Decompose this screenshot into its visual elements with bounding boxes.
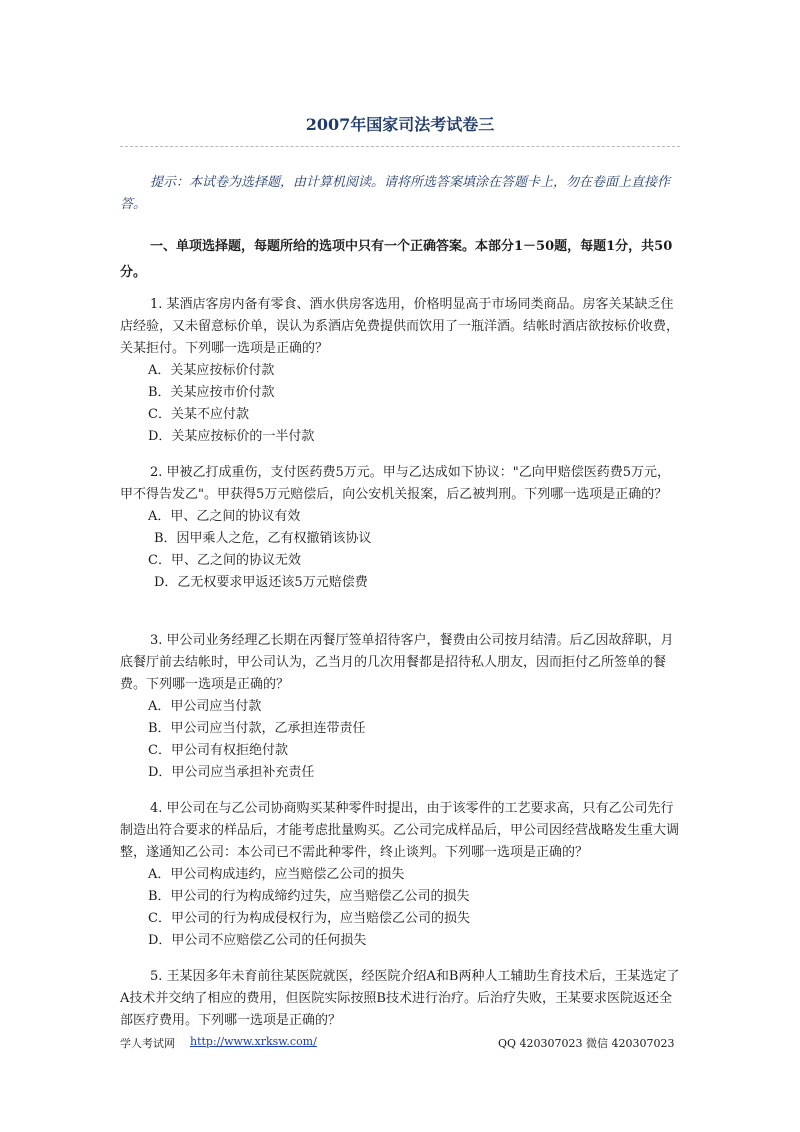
option-a: A．甲、乙之间的协议有效 bbox=[148, 509, 301, 524]
question-stem: 2. 甲被乙打成重伤，支付医药费5万元。甲与乙达成如下协议："乙向甲赔偿医药费5万元，甲不得告发乙"。甲获得5万元赔偿后，向公安机关报案，后乙被判刑。下列哪一选项是正确的？ bbox=[120, 465, 671, 502]
footer-contact: QQ 420307023 微信 420307023 bbox=[498, 1037, 675, 1050]
option-d: D．甲公司不应赔偿乙公司的任何损失 bbox=[148, 933, 367, 948]
option-b: B．因甲乘人之危，乙有权撤销该协议 bbox=[154, 531, 372, 546]
option-a: A．关某应按标价付款 bbox=[148, 363, 275, 378]
option-d: D．关某应按标价的一半付款 bbox=[148, 429, 315, 444]
option-a: A．甲公司应当付款 bbox=[148, 699, 262, 714]
footer-site-name: 学人考试网 bbox=[120, 1037, 175, 1050]
section-heading: 一、单项选择题，每题所给的选项中只有一个正确答案。本部分1－50题，每题1分，共50分。 bbox=[120, 239, 673, 280]
option-c: C．甲公司的行为构成侵权行为，应当赔偿乙公司的损失 bbox=[148, 911, 470, 926]
option-c: C．甲、乙之间的协议无效 bbox=[148, 553, 301, 568]
option-b: B．甲公司应当付款，乙承担连带责任 bbox=[148, 721, 366, 736]
question-4 bbox=[120, 798, 680, 952]
option-c: C．甲公司有权拒绝付款 bbox=[148, 743, 288, 758]
option-b: B．关某应按市价付款 bbox=[148, 385, 275, 400]
option-c: C．关某不应付款 bbox=[148, 407, 249, 422]
document-title: 2007年国家司法考试卷三 bbox=[305, 115, 495, 134]
option-d: D．甲公司应当承担补充责任 bbox=[148, 765, 315, 780]
exam-notice: 提示：本试卷为选择题，由计算机阅读。请将所选答案填涂在答题卡上，勿在卷面上直接作答。 bbox=[120, 175, 671, 212]
question-stem: 1. 某酒店客房内备有零食、酒水供房客选用，价格明显高于市场同类商品。房客关某缺乏住店经验，又未留意标价单，误认为系酒店免费提供而饮用了一瓶洋酒。结帐时酒店欲按标价收费，关某拒付。下列哪一选项是正确的？ bbox=[120, 297, 680, 356]
question-stem: 5. 王某因多年未育前往某医院就医，经医院介绍A和B两种人工辅助生育技术后，王某选定了A技术并交纳了相应的费用，但医院实际按照B技术进行治疗。后治疗失败，王某要求医院返还全部医疗费用。下列哪一选项是正确的？ bbox=[120, 969, 680, 1028]
option-d: D．乙无权要求甲返还该5万元赔偿费 bbox=[154, 575, 368, 590]
footer-site-link[interactable]: http://www.xrksw.com/ bbox=[190, 1035, 317, 1048]
question-3 bbox=[120, 630, 680, 784]
question-2 bbox=[120, 462, 680, 594]
question-stem: 4. 甲公司在与乙公司协商购买某种零件时提出，由于该零件的工艺要求高，只有乙公司先行制造出符合要求的样品后，才能考虑批量购买。乙公司完成样品后，甲公司因经营战略发生重大调整，遂通知乙公司：本公司已不需此种零件，终止谈判。下列哪一选项是正确的？ bbox=[120, 801, 680, 860]
question-stem: 3. 甲公司业务经理乙长期在丙餐厅签单招待客户，餐费由公司按月结清。后乙因故辞职，月底餐厅前去结帐时，甲公司认为，乙当月的几次用餐都是招待私人朋友，因而拒付乙所签单的餐费。下列哪一选项是正确的？ bbox=[120, 633, 674, 692]
question-5 bbox=[120, 966, 680, 1032]
option-b: B．甲公司的行为构成缔约过失，应当赔偿乙公司的损失 bbox=[148, 889, 470, 904]
title-divider bbox=[120, 146, 680, 147]
option-a: A．甲公司构成违约，应当赔偿乙公司的损失 bbox=[148, 867, 405, 882]
question-1 bbox=[120, 294, 680, 448]
